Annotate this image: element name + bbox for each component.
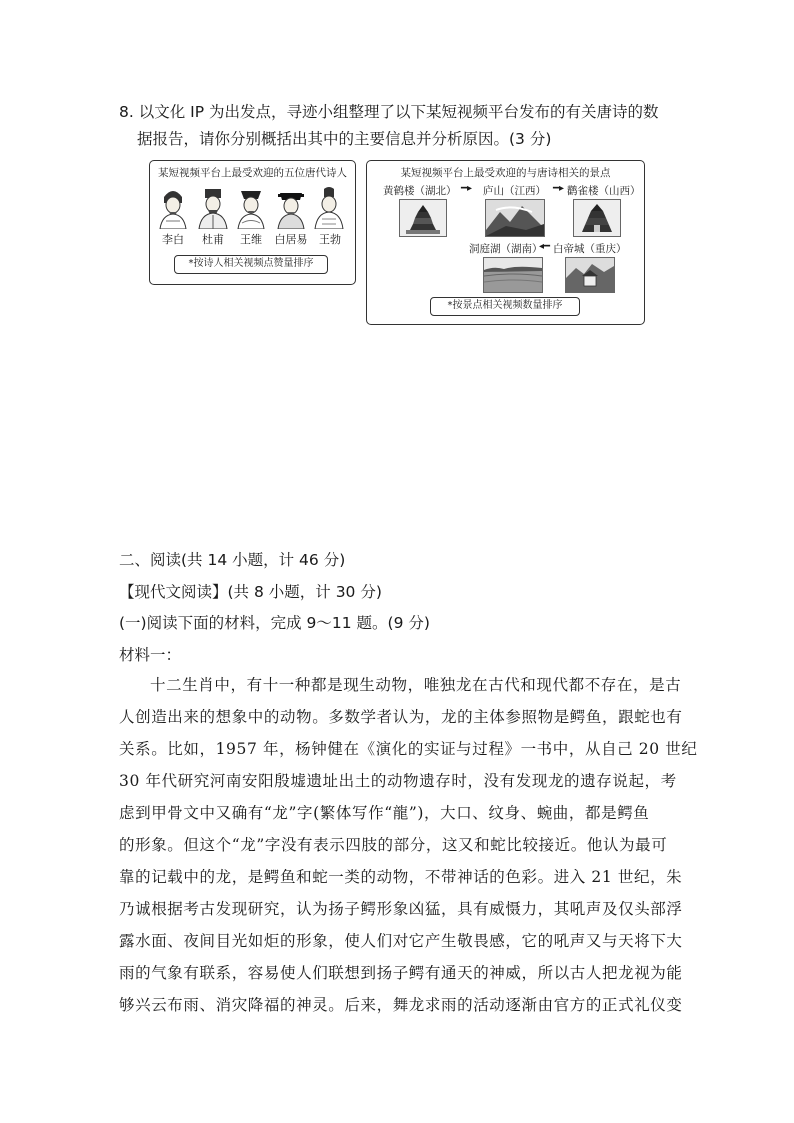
photo-mount-lu <box>485 199 545 237</box>
material-line: 虑到甲骨文中又确有“龙”字(繁体写作“龍”)，大口、纹身、蜿曲，都是鳄鱼 <box>119 804 650 822</box>
material-line: 露水面、夜间目光如炬的形象，使人们对它产生敬畏感，它的吼声又与天将下大 <box>119 932 683 950</box>
material-line: 乃诚根据考古发现研究，认为扬子鳄形象凶猛，具有威慑力，其吼声及仅头部浮 <box>119 900 683 918</box>
material-line: 雨的气象有联系，容易使人们联想到扬子鳄有通天的神威，所以古人把龙视为能 <box>119 964 683 982</box>
photo-yellow-crane-tower <box>399 199 447 237</box>
photo-stork-tower <box>573 199 621 237</box>
photo-dongting-lake <box>483 257 543 293</box>
material-line: 靠的记载中的龙，是鳄鱼和蛇一类的动物，不带神话的色彩。进入 21 世纪，朱 <box>119 868 683 886</box>
poet-portrait-bai-juyi <box>274 183 308 229</box>
arrow-right-icon: ━▸ <box>461 183 473 194</box>
places-chart-title: 某短视频平台上最受欢迎的与唐诗相关的景点 <box>400 167 611 179</box>
place-3-label: 鹳雀楼（山西） <box>567 185 641 197</box>
place-2-label: 庐山（江西） <box>483 185 546 197</box>
question-8-line-2: 据报告，请你分别概括出其中的主要信息并分析原因。(3 分) <box>137 130 552 148</box>
material-line: 的形象。但这个“龙”字没有表示四肢的部分，这又和蛇比较接近。他认为最可 <box>119 836 668 854</box>
arrow-right-icon: ━▸ <box>553 183 565 194</box>
section-subheading: 【现代文阅读】(共 8 小题，计 30 分) <box>119 583 382 601</box>
material-line: 关系。比如，1957 年，杨钟健在《演化的实证与过程》一书中，从自己 20 世纪 <box>119 740 698 758</box>
section-instruction: (一)阅读下面的材料，完成 9～11 题。(9 分) <box>119 614 430 632</box>
poet-name-5: 王勃 <box>319 233 341 246</box>
poet-name-4: 白居易 <box>274 233 308 246</box>
material-paragraph <box>119 669 698 1021</box>
question-8 <box>119 99 679 153</box>
section-heading: 二、阅读(共 14 小题，计 46 分) <box>119 551 346 569</box>
poet-portrait-li-bai <box>156 183 190 229</box>
place-1-label: 黄鹤楼（湖北） <box>383 185 457 197</box>
material-line: 十二生肖中，有十一种都是现生动物，唯独龙在古代和现代都不存在，是古 <box>150 676 682 694</box>
poet-portrait-wang-bo <box>312 183 346 229</box>
poet-name-1: 李白 <box>162 233 184 246</box>
places-chart-note: *按景点相关视频数量排序 <box>430 297 580 316</box>
material-label: 材料一： <box>119 646 182 664</box>
poets-chart-note: *按诗人相关视频点赞量排序 <box>174 255 328 274</box>
material-line: 人创造出来的想象中的动物。多数学者认为，龙的主体参照物是鳄鱼，跟蛇也有 <box>119 708 683 726</box>
places-chart <box>366 160 645 325</box>
place-5-label: 白帝城（重庆） <box>553 243 627 255</box>
material-line: 够兴云布雨、消灾降福的神灵。后来，舞龙求雨的活动逐渐由官方的正式礼仪变 <box>119 996 683 1014</box>
photo-baidi-city <box>565 257 615 293</box>
poet-portrait-du-fu <box>196 183 230 229</box>
question-8-line-1: 8. 以文化 IP 为出发点，寻迹小组整理了以下某短视频平台发布的有关唐诗的数 <box>119 103 659 121</box>
poets-chart-title: 某短视频平台上最受欢迎的五位唐代诗人 <box>158 167 347 179</box>
poet-name-3: 王维 <box>240 233 262 246</box>
arrow-left-icon: ◂━ <box>539 241 551 252</box>
poets-chart <box>149 160 356 285</box>
poet-name-2: 杜甫 <box>202 233 224 246</box>
poet-portrait-wang-wei <box>234 183 268 229</box>
place-4-label: 洞庭湖（湖南） <box>469 243 543 255</box>
material-line: 30 年代研究河南安阳殷墟遗址出土的动物遗存时，没有发现龙的遗存说起，考 <box>119 772 677 790</box>
